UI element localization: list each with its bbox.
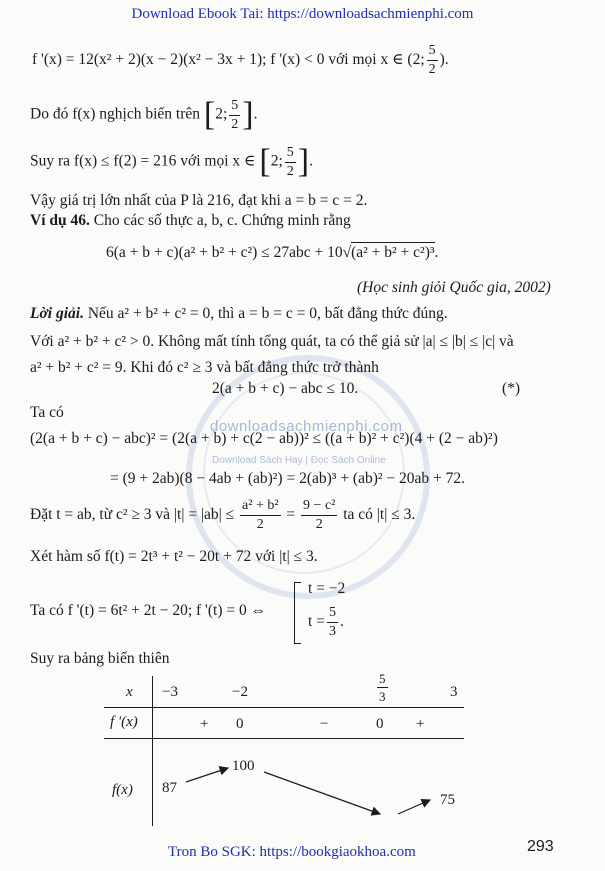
constraint-line: a² + b² + c² = 9. Khi đó c² ≥ 3 và bất đẳng thức trở thành bbox=[30, 359, 379, 376]
example-46-line bbox=[30, 212, 351, 230]
cauchy-line: (2(a + b + c) − abc)² = (2(a + b) + c(2 − ab))² ≤ ((a + b)² + c²)(4 + (2 − ab)²) bbox=[30, 430, 498, 447]
reduced-inequality: 2(a + b + c) − abc ≤ 10. bbox=[212, 380, 359, 397]
decreasing-text: Do đó f(x) nghịch biến trên bbox=[30, 105, 201, 123]
solution-text: Nếu a² + b² + c² = 0, thì a = b = c = 0, bất đẳng thức đúng. bbox=[83, 305, 448, 322]
ta-co-label: Ta có bbox=[30, 404, 64, 421]
header-link[interactable]: Download Ebook Tai: https://downloadsachmienphi.com bbox=[131, 6, 474, 22]
arrow-up-1 bbox=[186, 768, 228, 782]
inequality-left: 6(a + b + c)(a² + b² + c²) ≤ 27abc + 10 bbox=[106, 244, 343, 261]
substitution-text: Đặt t = ab, từ c² ≥ 3 và |t| = |ab| ≤ bbox=[30, 506, 235, 524]
derivative-zero-line: Ta có f '(t) = 6t² + 2t − 20; f '(t) = 0 ⇔ bbox=[30, 602, 267, 619]
variation-table bbox=[104, 671, 464, 826]
x-value: −3 bbox=[162, 684, 178, 700]
derivative-expr: f '(x) = 12(x² + 2)(x − 2)(x² − 3x + 1); f '(x) < 0 với mọi x ∈ (2; bbox=[32, 51, 425, 69]
row-label-x: x bbox=[126, 684, 133, 700]
arrow-up-2 bbox=[398, 800, 430, 814]
f-value-max: 100 bbox=[232, 758, 255, 774]
sign-plus: + bbox=[200, 716, 209, 732]
bound-line: Suy ra f(x) ≤ f(2) = 216 với mọi x ∈ [2; $\frac{5}{2}$ ]. bbox=[30, 143, 313, 180]
watermark-subtext: Download Sách Hay | Đọc Sách Online bbox=[212, 455, 386, 466]
sign-zero: 0 bbox=[376, 716, 384, 732]
row-label-f: f(x) bbox=[112, 782, 133, 798]
solution-label: Lời giải. bbox=[30, 305, 84, 322]
example-label: Ví dụ 46. bbox=[30, 212, 90, 229]
substitution-line: Đặt t = ab, từ c² ≥ 3 và |t| = |ab| ≤ $\frac{\text{a² + b²}}{2}$ = $\frac{\text{9 − c²}}{2}$ ta có |t| ≤ 3. bbox=[30, 498, 416, 532]
variation-arrows bbox=[104, 676, 464, 826]
watermark-text: downloadsachmienphi.com bbox=[210, 418, 403, 435]
fraction-5-2: $\frac{5}{2}$ bbox=[428, 43, 436, 77]
bound-text: Suy ra f(x) ≤ f(2) = 216 với mọi x ∈ bbox=[30, 152, 256, 170]
main-inequality: 6(a + b + c)(a² + b² + c²) ≤ 27abc + 10√(a² + b² + c²)³. bbox=[106, 244, 439, 261]
source-citation: (Học sinh giỏi Quốc gia, 2002) bbox=[357, 279, 551, 296]
inequality-root: (a² + b² + c²)³ bbox=[351, 244, 435, 261]
root-1: t = −2 bbox=[308, 580, 346, 597]
page-number: 293 bbox=[527, 838, 554, 855]
f-value-start: 87 bbox=[162, 780, 177, 796]
derivative-line: f '(x) = 12(x² + 2)(x − 2)(x² − 3x + 1); f '(x) < 0 với mọi x ∈ (2; $\frac{5}{2}$ ). bbox=[32, 43, 449, 77]
solution-line bbox=[30, 305, 448, 323]
assumption-line: Với a² + b² + c² > 0. Không mất tính tổng quát, ta có thể giả sử |a| ≤ |b| ≤ |c| và bbox=[30, 333, 514, 350]
footer-link[interactable]: Tron Bo SGK: https://bookgiaokhoa.com bbox=[168, 844, 416, 860]
decreasing-line: Do đó f(x) nghịch biến trên [2; $\frac{5}{2}$ ]. bbox=[30, 96, 258, 133]
row-label-fprime: f '(x) bbox=[110, 714, 138, 730]
sign-zero: 0 bbox=[236, 716, 244, 732]
max-value-line: Vậy giá trị lớn nhất của P là 216, đạt khi a = b = c = 2. bbox=[30, 192, 368, 209]
sign-minus: − bbox=[320, 716, 329, 732]
case-bracket bbox=[294, 582, 301, 644]
star-marker: (*) bbox=[502, 380, 521, 397]
example-text: Cho các số thực a, b, c. Chứng minh rằng bbox=[89, 212, 351, 229]
f-value-min: 75 bbox=[440, 792, 455, 808]
arrow-down bbox=[264, 772, 380, 814]
x-value-fraction: 5 3 bbox=[379, 671, 386, 704]
expansion-line: = (9 + 2ab)(8 − 4ab + (ab)²) = 2(ab)³ + (ab)² − 20ab + 72. bbox=[110, 470, 466, 487]
root-2: t = $\frac{5}{3}$ . bbox=[308, 605, 344, 639]
variation-intro: Suy ra bảng biến thiên bbox=[30, 650, 170, 667]
sign-plus: + bbox=[416, 716, 425, 732]
function-def-line: Xét hàm số f(t) = 2t³ + t² − 20t + 72 với |t| ≤ 3. bbox=[30, 548, 318, 565]
x-value: −2 bbox=[232, 684, 248, 700]
x-value: 3 bbox=[450, 684, 458, 700]
